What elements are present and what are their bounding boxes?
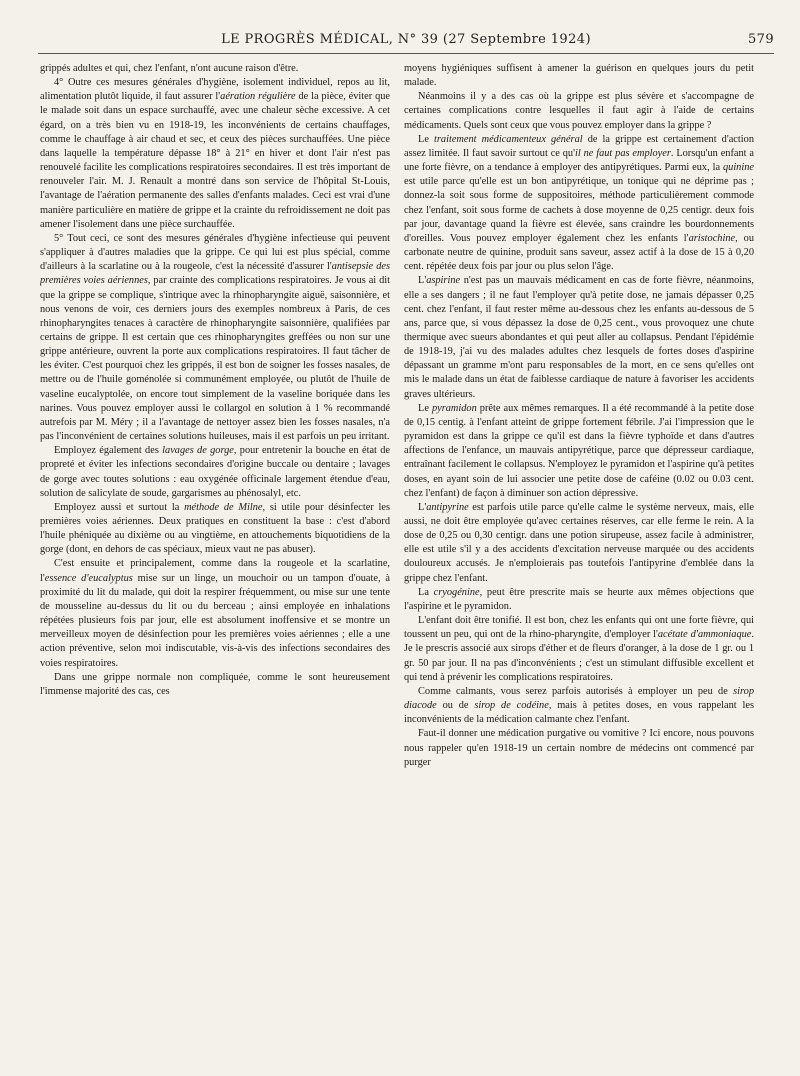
emphasis: traitement médicamenteux général [434,133,583,145]
emphasis: acétate d'ammoniaque [657,629,752,641]
paragraph: L'aspirine n'est pas un mauvais médicament en cas de forte fièvre, néanmoins, elle a ses dangers ; il ne faut l'employer qu'à petite dose, ne jamais dépasser 0,25 cent. chez l'enfant, il faut rester même au-dessous chez les enfants au-dessous de 5 ans, parce que, si vous dépassez la dose de 0,25 cent., vous provoquez une chute thermique avec sueurs abondantes et qui peut aller au collapsus. Pendant l'épidémie de 1918-19, j'ai vu des malades adultes chez lesquels de fortes doses d'aspirine dépassant un gramme m'ont paru responsables de la mort, en ce sens qu'elles ont mis le malade dans un état de faiblesse cardiaque de nature à favoriser les accidents graves ultérieurs. [404,275,754,400]
emphasis: aération régulière [220,91,296,103]
emphasis: il ne faut pas employer [574,147,671,159]
emphasis: méthode de Milne [184,501,263,513]
emphasis: sirop de codéine [474,700,549,712]
paragraph: 5° Tout ceci, ce sont des mesures générales d'hygiène infectieuse qui peuvent s'appliquer à d'autres maladies que la grippe. Ce qui lui est plus spécial, comme d'ailleurs à la scarlatine ou à la rougeole, c'est la nécessité d'assurer l'antisepsie des premières voies aériennes, par crainte des complications respiratoires. Je vous ai dit que la grippe se complique, s'intrique avec la rhinopharyngite aiguë, saisonnière, et nous venons de voir, ces derniers jours des exemples nombreux à Paris, de ces rhinopharyngites tenaces à caractère de rhinopharyngite saisonnière, qualifiées par certains de grippe. Il est certain que ces rhinopharyngites greffées ou non sur une grippe antérieure, ouvrent la porte aux complications respiratoires. Il faut tâcher de les éviter. C'est pourquoi chez les grippés, il est bon de soigner les fosses nasales, de mettre ou de l'huile goménolée si communément employée, ou plutôt de l'huile de vaseline eucalyptolée, on encore tout simplement de la vaseline boriquée dans les narines. Vous pouvez employer aussi le collargol en solution à 1 % recommandé autrefois par M. Méry ; il a l'avantage de nettoyer assez bien les fosses nasales, n'a pas l'inconvénient de certaines solutions huileuses, mais il est parfois un peu irritant. [40,232,390,443]
emphasis: pyramidon [431,402,477,414]
emphasis: antisepsie des premières voies aériennes [40,261,390,287]
paragraph: moyens hygiéniques suffisent à amener la guérison en quelques jours du petit malade. [404,63,754,89]
paragraph: L'enfant doit être tonifié. Il est bon, chez les enfants qui ont une forte fièvre, qui toussent un peu, qui ont de la rhino-pharyngite, d'employer l'acétate d'ammoniaque. Je le prescris associé aux sirops d'éther et de fleurs d'oranger, à la dose de 1 gr. ou 1 gr. 50 par jour. Il na pas d'inconvénients ; c'est un stimulant diffusible excellent et qui tend à prévenir les complications respiratoires. [404,615,754,683]
paragraph: grippés adultes et qui, chez l'enfant, n'ont aucune raison d'être. [40,63,299,74]
emphasis: cryogénine [433,586,480,598]
paragraph: Employez aussi et surtout la méthode de Milne, si utile pour désinfecter les premières voies aériennes. Deux pratiques en constituent la base : c'est d'abord l'huile phéniquée au dixième ou au vingtième, en attouchements biquotidiens de la gorge (dont, en dehors de cas spéciaux, mieux vaut ne pas abuser). [40,501,390,556]
paragraph: 4° Outre ces mesures générales d'hygiène, isolement individuel, repos au lit, alimentation plutôt liquide, il faut assurer l'aération régulière de la pièce, éviter que le malade soit dans un espace surchauffé, avec une chaleur sèche excessive. A cet égard, on a très bien vu en 1918-19, les inconvénients de certains chauffages, comme le chauffage à air chaud et sec, et ceux des pièces surchauffées. Une pièce dans laquelle la température dépasse 18° à 21° en hiver et dont l'air n'est pas renouvelé facilite les complications respiratoires secondaires. Il est très important de renouveler l'air. M. J. Renault a montré dans son service de l'hôpital St-Louis, l'avantage de l'aération permanente des salles d'enfants malades. Ceci est vrai d'une manière particulière en matière de grippe et la crainte du refroidissement ne doit pas amener l'isolement dans une pièce surchauffée. [40,77,390,230]
paragraph: Comme calmants, vous serez parfois autorisés à employer un peu de sirop diacode ou de sirop de codéine, mais à petites doses, en vous rappelant les inconvénients de la médication calmante chez l'enfant. [404,685,754,726]
paragraph: Faut-il donner une médication purgative ou vomitive ? Ici encore, nous pouvons nous rappeler qu'en 1918-19 un certain nombre de médecins ont commencé par purger [404,728,754,768]
paragraph: La cryogénine, peut être prescrite mais se heurte aux mêmes objections que l'aspirine et le pyramidon. [404,586,754,612]
paragraph: Le traitement médicamenteux général de la grippe est certainement d'action assez limitée. Il faut savoir surtout ce qu'il ne faut pas employer. Lorsqu'un enfant a une forte fièvre, on a tendance à employer des antipyrétiques. Parmi eux, la quinine est utile parce qu'elle est un bon antipyrétique, un tonique qui ne déprime pas ; donnez-la soit sous forme de suppositoires, méthode particulièrement commode chez l'enfant, soit sous forme de cachets à dose moyenne de 0,25 centigr. deux fois par jour, davantage quand la fièvre est élevée, sans craindre les bourdonnements d'oreilles. Vous pouvez employer également chez les enfants l'aristochine, ou carbonate neutre de quinine, produit sans saveur, assez actif à la dose de 15 à 0,20 cent. répétée deux fois par jour ou plus selon l'âge. [404,133,754,273]
paragraph: Néanmoins il y a des cas où la grippe est plus sévère et s'accompagne de certaines complications contre lesquelles il faut agir à l'aide de certains médicaments. Quels sont ceux que vous pouvez employer dans la grippe ? [404,91,754,131]
running-header [38,30,774,52]
right-column [404,62,754,1062]
paragraph: L'antipyrine est parfois utile parce qu'elle calme le système nerveux, mais, elle aussi, ne doit être employée qu'avec certaines réserves, car elle ferme le rein. A la dose de 0,25 ou 0,30 centigr. dans une potion sirupeuse, assez facile à administrer, elle est utile s'il y a des accidents d'excitation nerveuse marquée ou des accidents douloureux accusés. Je n'emploierais pas toutefois l'antipyrine d'emblée dans la grippe chez l'enfant. [404,501,754,584]
left-column [40,62,390,1062]
emphasis: aristochine [688,232,736,244]
paragraph: C'est ensuite et principalement, comme dans la rougeole et la scarlatine, l'essence d'eucalyptus mise sur un linge, un mouchoir ou un tampon d'ouate, à proximité du lit du malade, qui doit la respirer fréquemment, ou mise sur une tente de mousseline au-dessus du lit ou du berceau ; ainsi employée en inhalations répétées plusieurs fois par jour, elle est absolument inoffensive et se montre un merveilleux moyen de désinfection pour les premières voies aériennes ; elle a une action préventive, selon moi indiscutable, vis-à-vis des infections secondaires des voies respiratoires. [40,558,390,669]
emphasis: quinine [722,162,754,174]
emphasis: essence d'eucalyptus [44,572,133,584]
journal-title: LE PROGRÈS MÉDICAL, N° 39 (27 Septembre 1924) [221,32,591,47]
emphasis: antipyrine [426,501,469,513]
emphasis: aspirine [426,275,461,287]
page-number: 579 [747,32,774,47]
paragraph: Dans une grippe normale non compliquée, comme le sont heureusement l'immense majorité des cas, ces [40,671,390,697]
emphasis: lavages de gorge [162,445,234,457]
paragraph: Employez également des lavages de gorge, pour entretenir la bouche en état de propreté et éviter les infections secondaires d'origine buccale ou dentaire ; lavages de gorge avec toutes solutions : eau oxygénée officinale largement étendue d'eau, solution de salicylate de soude, gargarismes au phénosalyl, etc. [40,445,390,499]
header-rule [38,53,774,54]
emphasis: sirop diacode [404,685,754,712]
paragraph: Le pyramidon prête aux mêmes remarques. Il a été recommandé à la petite dose de 0,15 centig. à l'enfant atteint de grippe fortement fébrile. J'ai l'impression que le pyramidon est dans la grippe ce qu'il est dans la fièvre typhoïde et dans d'autres affections de l'enfance, un mauvais antipyrétique, parce que dépresseur cardiaque, entraînant facilement le collapsus. N'employez le pyramidon et l'aspirine qu'à petites doses, en ayant soin de lui associer une petite dose de caféine (0.02 ou 0.03 cent. chez l'enfant) de façon à diminuer son action dépressive. [404,402,754,499]
